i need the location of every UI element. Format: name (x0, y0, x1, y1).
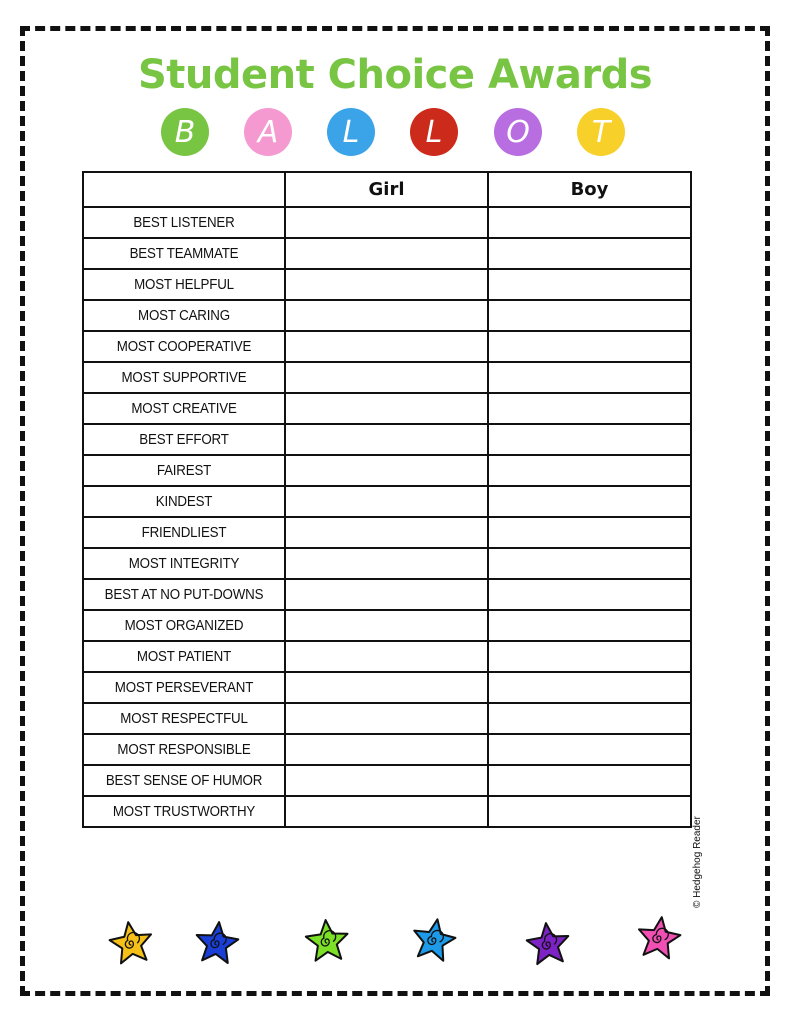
award-cell (83, 641, 285, 672)
header-boy: Boy (488, 172, 691, 207)
table-row (83, 672, 691, 703)
award-cell (83, 703, 285, 734)
ballot-letter-circle: B (161, 108, 209, 156)
girl-vote-cell[interactable] (285, 765, 488, 796)
table-row (83, 300, 691, 331)
table-row (83, 207, 691, 238)
boy-vote-cell[interactable] (488, 269, 691, 300)
award-label: MOST ORGANIZED (124, 617, 244, 634)
award-cell (83, 610, 285, 641)
girl-vote-cell[interactable] (285, 672, 488, 703)
table-row (83, 765, 691, 796)
star-swirl-icon (522, 917, 575, 970)
boy-vote-cell[interactable] (488, 641, 691, 672)
table-row (83, 393, 691, 424)
table-row (83, 734, 691, 765)
award-label: KINDEST (155, 493, 213, 510)
award-label: MOST TRUSTWORTHY (112, 803, 256, 820)
award-cell (83, 734, 285, 765)
award-cell (83, 238, 285, 269)
table-row (83, 641, 691, 672)
boy-vote-cell[interactable] (488, 672, 691, 703)
award-cell (83, 393, 285, 424)
star-swirl-icon (632, 910, 686, 964)
award-label: MOST RESPECTFUL (120, 710, 248, 727)
table-row (83, 331, 691, 362)
award-label: BEST EFFORT (139, 431, 229, 448)
girl-vote-cell[interactable] (285, 393, 488, 424)
girl-vote-cell[interactable] (285, 300, 488, 331)
award-label: BEST TEAMMATE (129, 245, 239, 262)
girl-vote-cell[interactable] (285, 207, 488, 238)
award-cell (83, 765, 285, 796)
boy-vote-cell[interactable] (488, 703, 691, 734)
award-cell (83, 362, 285, 393)
table-row (83, 517, 691, 548)
award-label: MOST COOPERATIVE (116, 338, 252, 355)
award-label: MOST PATIENT (136, 648, 232, 665)
boy-vote-cell[interactable] (488, 238, 691, 269)
award-cell (83, 672, 285, 703)
award-cell (83, 548, 285, 579)
table-row (83, 238, 691, 269)
award-cell (83, 517, 285, 548)
table-row (83, 610, 691, 641)
ballot-letter-circle: L (327, 108, 375, 156)
award-label: MOST HELPFUL (134, 276, 234, 293)
award-cell (83, 424, 285, 455)
award-label: MOST CREATIVE (131, 400, 237, 417)
ballot-letter-circle: L (410, 108, 458, 156)
girl-vote-cell[interactable] (285, 424, 488, 455)
boy-vote-cell[interactable] (488, 579, 691, 610)
boy-vote-cell[interactable] (488, 486, 691, 517)
table-row (83, 486, 691, 517)
girl-vote-cell[interactable] (285, 269, 488, 300)
girl-vote-cell[interactable] (285, 517, 488, 548)
boy-vote-cell[interactable] (488, 455, 691, 486)
boy-vote-cell[interactable] (488, 207, 691, 238)
ballot-table (82, 171, 692, 828)
girl-vote-cell[interactable] (285, 455, 488, 486)
header-award (83, 172, 285, 207)
award-label: MOST SUPPORTIVE (121, 369, 247, 386)
award-label: BEST LISTENER (133, 214, 235, 231)
boy-vote-cell[interactable] (488, 300, 691, 331)
table-row (83, 455, 691, 486)
girl-vote-cell[interactable] (285, 579, 488, 610)
ballot-letter-circle: T (577, 108, 625, 156)
table-row (83, 548, 691, 579)
girl-vote-cell[interactable] (285, 734, 488, 765)
award-cell (83, 486, 285, 517)
girl-vote-cell[interactable] (285, 486, 488, 517)
boy-vote-cell[interactable] (488, 610, 691, 641)
table-row (83, 703, 691, 734)
star-decorations (0, 910, 790, 970)
award-cell (83, 207, 285, 238)
star-swirl-icon (191, 916, 244, 969)
award-cell (83, 455, 285, 486)
girl-vote-cell[interactable] (285, 610, 488, 641)
boy-vote-cell[interactable] (488, 517, 691, 548)
girl-vote-cell[interactable] (285, 703, 488, 734)
girl-vote-cell[interactable] (285, 238, 488, 269)
award-label: FAIREST (156, 462, 212, 479)
page-title: Student Choice Awards (137, 52, 653, 98)
star-swirl-icon (104, 915, 158, 969)
ballot-letter-circle: O (494, 108, 542, 156)
header-girl: Girl (285, 172, 488, 207)
award-cell (83, 331, 285, 362)
award-label: MOST CARING (138, 307, 230, 324)
award-label: FRIENDLIEST (141, 524, 227, 541)
boy-vote-cell[interactable] (488, 362, 691, 393)
award-cell (83, 579, 285, 610)
girl-vote-cell[interactable] (285, 362, 488, 393)
star-swirl-icon (301, 914, 352, 965)
table-row (83, 796, 691, 827)
ballot-letters (0, 108, 790, 158)
boy-vote-cell[interactable] (488, 548, 691, 579)
table-row (83, 579, 691, 610)
boy-vote-cell[interactable] (488, 765, 691, 796)
girl-vote-cell[interactable] (285, 548, 488, 579)
boy-vote-cell[interactable] (488, 424, 691, 455)
ballot-letter-circle: A (244, 108, 292, 156)
award-cell (83, 796, 285, 827)
award-cell (83, 300, 285, 331)
girl-vote-cell[interactable] (285, 331, 488, 362)
table-row (83, 362, 691, 393)
table-row (83, 269, 691, 300)
boy-vote-cell[interactable] (488, 393, 691, 424)
boy-vote-cell[interactable] (488, 331, 691, 362)
girl-vote-cell[interactable] (285, 796, 488, 827)
award-label: BEST AT NO PUT-DOWNS (104, 586, 264, 603)
award-label: BEST SENSE OF HUMOR (105, 772, 263, 789)
award-label: MOST RESPONSIBLE (117, 741, 251, 758)
award-label: MOST PERSEVERANT (114, 679, 254, 696)
award-cell (83, 269, 285, 300)
boy-vote-cell[interactable] (488, 796, 691, 827)
girl-vote-cell[interactable] (285, 641, 488, 672)
star-swirl-icon (406, 911, 462, 967)
boy-vote-cell[interactable] (488, 734, 691, 765)
copyright-text: © Hedgehog Reader (692, 816, 703, 908)
award-label: MOST INTEGRITY (128, 555, 240, 572)
table-header-row (83, 172, 691, 207)
table-row (83, 424, 691, 455)
